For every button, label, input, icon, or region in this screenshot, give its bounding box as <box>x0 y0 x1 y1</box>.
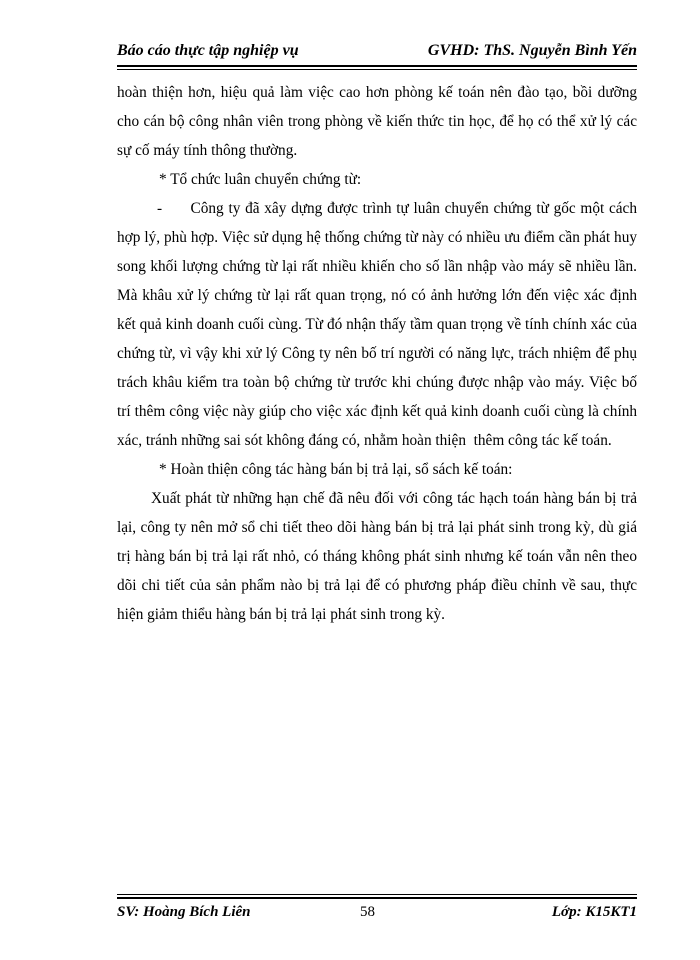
footer-student: SV: Hoàng Bích Liên <box>117 904 251 920</box>
header-report-title: Báo cáo thực tập nghiệp vụ <box>117 42 299 59</box>
footer-divider <box>117 894 637 899</box>
section-heading-returned-goods: * Hoàn thiện công tác hàng bán bị trả lại, sổ sách kế toán: <box>159 461 513 478</box>
header-divider <box>117 65 637 70</box>
page-header <box>117 36 637 64</box>
document-body <box>117 78 641 629</box>
section-heading-voucher-circulation: * Tổ chức luân chuyển chứng từ: <box>159 171 362 188</box>
paragraph-voucher-circulation: - Công ty đã xây dựng được trình tự luân chuyển chứng từ gốc một cách hợp lý, phù hợp. Việc sử dụng hệ thống chứng từ này có nhiều ưu điểm cần phát huy song khối lượng chứng từ lại rất nhiều khiến cho số lần nhập vào máy sẽ nhiều lần. Mà khâu xử lý chứng từ lại rất quan trọng, nó có ảnh hưởng lớn đến việc xác định kết quả kinh doanh cuối cùng. Từ đó nhận thấy tầm quan trọng về tính chính xác của chứng từ, vì vậy khi xử lý Công ty nên bố trí người có năng lực, trách nhiệm để phụ trách khâu kiểm tra toàn bộ chứng từ trước khi chúng được nhập vào máy. Việc bố trí thêm công việc này giúp cho việc xác định kết quả kinh doanh cuối cùng là chính xác, tránh những sai sót không đáng có, nhằm hoàn thiện thêm công tác kế toán. <box>117 200 641 449</box>
page-footer <box>117 900 637 926</box>
page-number: 58 <box>360 904 375 920</box>
footer-class: Lớp: K15KT1 <box>551 904 637 920</box>
paragraph-returned-goods: Xuất phát từ những hạn chế đã nêu đối với công tác hạch toán hàng bán bị trả lại, công ty nên mở sổ chi tiết theo dõi hàng bán bị trả lại phát sinh trong kỳ, dù giá trị hàng bán bị trả lại rất nhỏ, có tháng không phát sinh nhưng kế toán vẫn nên theo dõi chi tiết của sản phẩm nào bị trả lại để có phương pháp điều chỉnh về sau, thực hiện giảm thiểu hàng bán bị trả lại phát sinh trong kỳ. <box>117 490 637 623</box>
header-supervisor: GVHD: ThS. Nguyễn Bình Yến <box>427 42 637 59</box>
paragraph-continuation: hoàn thiện hơn, hiệu quả làm việc cao hơn phòng kế toán nên đào tạo, bồi dưỡng cho cán bộ công nhân viên trong phòng về kiến thức tin học, để họ có thể xử lý các sự cố máy tính thông thường. <box>117 84 637 159</box>
